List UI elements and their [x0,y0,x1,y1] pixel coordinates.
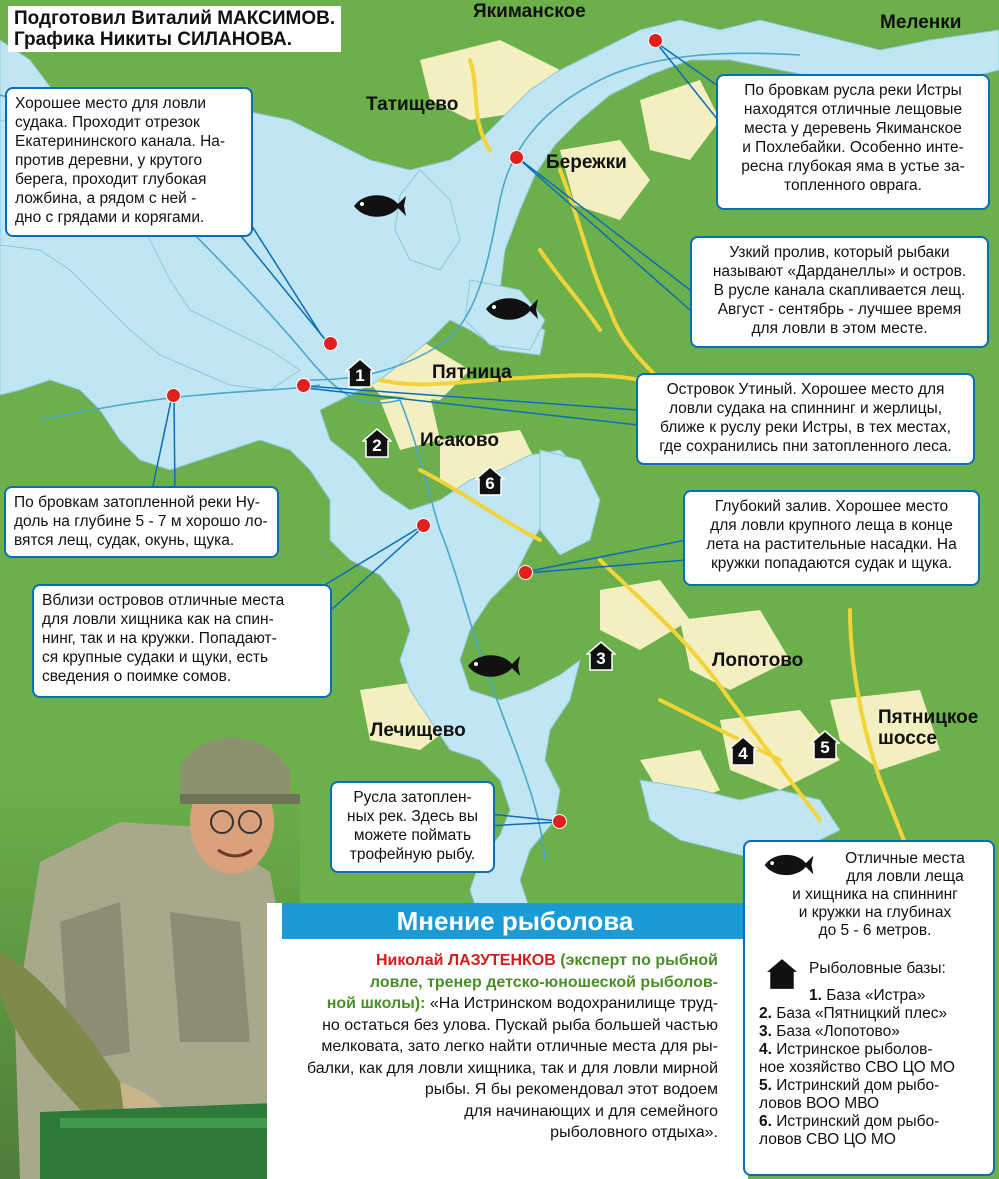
callout-line: лета на растительные насадки. На [706,536,957,553]
callout-line: находятся отличные лещовые [743,101,963,118]
callout-nudol [4,486,279,558]
callout-line: для ловли крупного леща в конце [710,517,953,534]
legend-line: для ловли леща [846,868,964,885]
fishing-spot [509,150,524,165]
base-num: 6. [759,1113,772,1130]
quote-line: но остаться без улова. Пускай рыба большей частью [322,1016,718,1034]
callout-line: Екатерининского канала. На- [15,133,226,150]
callout-line: вятся лещ, судак, окунь, щука. [14,532,235,549]
callout-line: В русле канала скапливается лещ. [713,282,966,299]
fishing-spot [416,518,431,533]
place-lechishchevo: Лечищево [370,720,466,741]
fishing-spot [323,336,338,351]
base-label: ловов ВОО МВО [759,1095,880,1112]
base-1-icon [345,358,375,388]
quote-line: балки, как для ловли хищника, так и для ловли мирной [306,1059,718,1077]
base-label: Истринский дом рыбо- [776,1113,940,1130]
quote-line: рыболовного отдыха». [550,1124,718,1141]
base-label: База «Пятницкий плес» [776,1005,948,1022]
fishing-spot [166,388,181,403]
callout-line: кружки попадаются судак и щука. [710,555,953,572]
legend-base-item [759,1077,995,1095]
callout-line: места у деревень Якиманское [744,120,962,137]
legend-line: Отличные места [845,850,965,867]
callout-line: По бровкам русла реки Истры [744,82,962,99]
quote-line: рыбы. Я бы рекомендовал этот водоем [424,1081,718,1098]
expert-role-3: ной школы): [326,995,426,1012]
base-label: ное хозяйство СВО ЦО МО [759,1059,955,1076]
legend-base-item [759,1095,995,1113]
opinion-line [262,950,718,972]
base-num: 2. [759,1005,772,1022]
place-tatishchevo: Татищево [366,94,459,115]
place-pyatnitskoe-line2: шоссе [878,728,937,749]
legend-fish-text [761,850,989,940]
callout-line: Глубокий залив. Хорошее место [714,498,949,515]
base-num: 3. [759,1023,772,1040]
legend-line: до 5 - 6 метров. [818,922,932,939]
callout-line: для ловли хищника как на спин- [42,611,274,628]
legend-bases-title: Рыболовные базы: [809,960,946,977]
callout-line: для ловли в этом месте. [751,320,928,337]
fishing-spot [518,565,533,580]
legend-base-icon [765,958,799,990]
legend-base-item [759,1113,995,1131]
base-2-icon [362,428,392,458]
callout-dardanelles [690,236,989,348]
callout-sudak-place [5,87,253,237]
callout-line: дно с грядами и корягами. [15,209,205,226]
callout-line: Хорошее место для ловли [15,95,207,112]
callout-line: ловли судака на спиннинг и жерлицы, [668,400,943,417]
place-lopotovo: Лопотово [712,650,804,671]
callout-utiny [636,373,975,465]
callout-istra-brow [716,74,990,210]
base-num: 5. [759,1077,772,1094]
place-isakovo: Исаково [420,430,499,451]
legend-base-item [759,1059,995,1077]
callout-line: трофейную рыбу. [349,846,476,863]
base-number: 4 [738,744,748,763]
quote-line: для начинающих и для семейного [464,1102,718,1120]
place-pyatnitskoe-line1: Пятницкое [878,707,979,728]
callout-line: Русла затоплен- [353,789,472,806]
map-legend [743,840,995,1176]
callout-line: Август - сентябрь - лучшее время [717,301,962,318]
fishing-spot [296,378,311,393]
legend-base-item [759,1005,995,1023]
base-number: 5 [820,738,830,757]
callout-line: Вблизи островов отличные места [42,592,285,609]
callout-flooded-rivers [330,781,495,873]
legend-base-item [759,1041,995,1059]
base-5-icon [810,730,840,760]
credit-graphics: Графика Никиты СИЛАНОВА. [14,29,292,50]
legend-base-list [759,987,995,1149]
fishing-spot [552,814,567,829]
callout-line: ближе к руслу реки Истры, в тех местах, [660,419,951,436]
fish-icon [352,190,408,222]
opinion-line [262,993,718,1015]
callout-line: топленного оврага. [784,177,922,194]
callout-line: ных рек. Здесь вы [347,808,478,825]
base-3-icon [586,641,616,671]
place-berezhki: Бережки [546,152,627,173]
base-4-icon [728,736,758,766]
expert-role-2: ловле, тренер детско-юношеской рыболов- [369,973,718,991]
base-number: 2 [372,436,382,455]
callout-line: ложбина, а рядом с ней - [15,190,197,207]
callout-line: против деревни, у крутого [15,152,203,169]
quote-line: мелковата, зато легко найти отличные места для ры- [321,1038,718,1055]
quote-line: «На Истринском водохранилище труд- [425,995,718,1012]
base-number: 6 [485,474,495,493]
fisherman-photo [0,722,300,1179]
base-6-icon [475,466,505,496]
legend-base-item [759,1023,995,1041]
base-label: База «Лопотово» [776,1023,900,1040]
place-pyatnitsa: Пятница [432,362,512,383]
expert-role-1: (эксперт по рыбной [560,952,718,969]
legend-line: и хищника на спиннинг [792,886,958,903]
base-num: 1. [809,987,822,1004]
base-label: ловов СВО ЦО МО [759,1131,896,1148]
callout-line: называют «Дарданеллы» и остров. [712,263,967,280]
callout-line: нинг, так и на кружки. Попадают- [42,630,277,647]
callout-line: Островок Утиный. Хорошее место для [666,381,945,398]
base-label: Истринское рыболов- [776,1041,933,1058]
callout-line: сведения о поимке сомов. [42,668,232,685]
callout-line: По бровкам затопленной реки Ну- [14,494,260,511]
opinion-text [262,950,718,1144]
base-number: 3 [596,649,606,668]
base-number: 1 [355,366,365,385]
callout-line: и Похлебайки. Особенно инте- [742,139,964,156]
legend-line: и кружки на глубинах [798,904,952,921]
base-label: Истринский дом рыбо- [776,1077,940,1094]
opinion-title: Мнение рыболова [282,903,748,939]
fishing-spot [648,33,663,48]
callout-line: где сохранились пни затопленного леса. [659,438,952,455]
expert-name: Николай ЛАЗУТЕНКОВ [375,952,556,969]
legend-base-item [759,1131,995,1149]
callout-islands [32,584,332,698]
callout-line: Узкий пролив, который рыбаки [729,244,950,261]
legend-base-item [759,987,995,1005]
callout-line: можете поймать [353,827,472,844]
fish-icon [484,293,540,325]
callout-line: ся крупные судаки и щуки, есть [42,649,269,666]
callout-line: берега, проходит глубокая [15,171,207,188]
place-melenki: Меленки [880,12,962,33]
callout-line: судака. Проходит отрезок [15,114,200,131]
callout-line: доль на глубине 5 - 7 м хорошо ло- [14,513,268,530]
fish-icon [466,650,522,682]
base-label: База «Истра» [826,987,926,1004]
callout-deep-bay [683,490,980,586]
callout-line: ресна глубокая яма в устье за- [741,158,965,175]
place-yakimanskoe: Якиманское [473,1,586,22]
base-num: 4. [759,1041,772,1058]
credit-author: Подготовил Виталий МАКСИМОВ. [14,8,336,29]
